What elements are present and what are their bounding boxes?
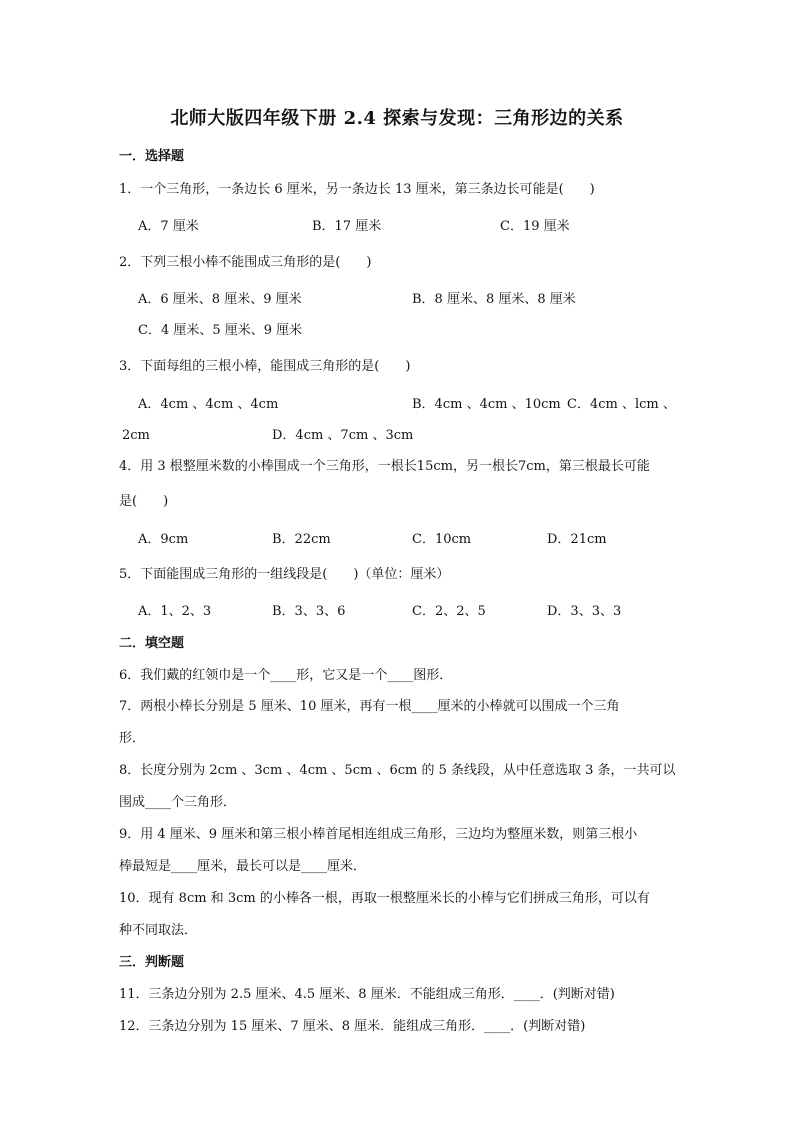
question-2-option-c: C．4 厘米、5 厘米、9 厘米: [138, 323, 303, 338]
question-5-stem: 5．下面能围成三角形的一组线段是( )（单位：厘米）: [119, 567, 450, 582]
question-4-option-b: B．22cm: [272, 532, 331, 547]
question-8-line-2: 围成____个三角形．: [119, 795, 237, 810]
question-1-option-b: B．17 厘米: [312, 219, 382, 234]
question-2-option-a: A．6 厘米、8 厘米、9 厘米: [138, 292, 302, 307]
section-heading-judge: 三．判断题: [119, 955, 185, 970]
question-5-option-c: C．2、2、5: [412, 604, 486, 619]
question-10-line-2: 种不同取法．: [119, 923, 198, 938]
question-3-option-c: C．4cm 、lcm 、: [567, 397, 676, 412]
question-7-line-1: 7．两根小棒长分别是 5 厘米、10 厘米，再有一根____厘米的小棒就可以围成一个三角: [119, 699, 620, 714]
question-8-line-1: 8．长度分别为 2cm 、3cm 、4cm 、5cm 、6cm 的 5 条线段，从中任意选取 3 条，一共可以: [119, 763, 676, 778]
question-5-option-b: B．3、3、6: [272, 604, 346, 619]
question-4-stem-line-1: 4．用 3 根整厘米数的小棒围成一个三角形，一根长15cm，另一根长7cm，第三根最长可能: [119, 459, 650, 474]
question-9-line-2: 棒最短是____厘米，最长可以是____厘米．: [119, 859, 367, 874]
question-5-option-d: D．3、3、3: [547, 604, 622, 619]
question-5-option-a: A．1、2、3: [138, 604, 212, 619]
question-7-line-2: 形．: [119, 731, 146, 746]
question-2-stem: 2．下列三根小棒不能围成三角形的是( ): [119, 255, 372, 270]
question-4-stem-line-2: 是( ): [119, 494, 169, 509]
question-10-line-1: 10．现有 8cm 和 3cm 的小棒各一根，再取一根整厘米长的小棒与它们拼成三角形，可以有: [119, 891, 650, 906]
question-1-option-c: C．19 厘米: [500, 219, 570, 234]
question-3-option-b: B．4cm 、4cm 、10cm: [412, 397, 561, 412]
question-1-option-a: A．7 厘米: [138, 219, 199, 234]
question-9-line-1: 9．用 4 厘米、9 厘米和第三根小棒首尾相连组成三角形，三边均为整厘米数，则第三根小: [119, 827, 638, 842]
question-1-stem: 1．一个三角形，一条边长 6 厘米，另一条边长 13 厘米，第三条边长可能是( ): [119, 182, 595, 197]
page-title: 北师大版四年级下册 2.4 探索与发现：三角形边的关系: [170, 108, 624, 129]
section-heading-choice: 一．选择题: [119, 149, 185, 164]
question-6: 6．我们戴的红领巾是一个____形，它又是一个____图形．: [119, 668, 453, 683]
question-4-option-a: A．9cm: [138, 532, 189, 547]
question-11: 11．三条边分别为 2.5 厘米、4.5 厘米、8 厘米．不能组成三角形．____．(判断对错): [119, 987, 615, 1002]
question-3-stem: 3．下面每组的三根小棒，能围成三角形的是( ): [119, 359, 411, 374]
question-4-option-c: C．10cm: [412, 532, 472, 547]
question-2-option-b: B．8 厘米、8 厘米、8 厘米: [412, 292, 576, 307]
question-3-option-d: D．4cm 、7cm 、3cm: [272, 428, 414, 443]
question-3-option-a: A．4cm 、4cm 、4cm: [138, 397, 279, 412]
question-4-option-d: D．21cm: [547, 532, 607, 547]
question-3-option-c-continued: 2cm: [122, 428, 150, 443]
question-12: 12．三条边分别为 15 厘米、7 厘米、8 厘米．能组成三角形．____．(判断对错): [119, 1019, 586, 1034]
section-heading-fill: 二．填空题: [119, 636, 185, 651]
